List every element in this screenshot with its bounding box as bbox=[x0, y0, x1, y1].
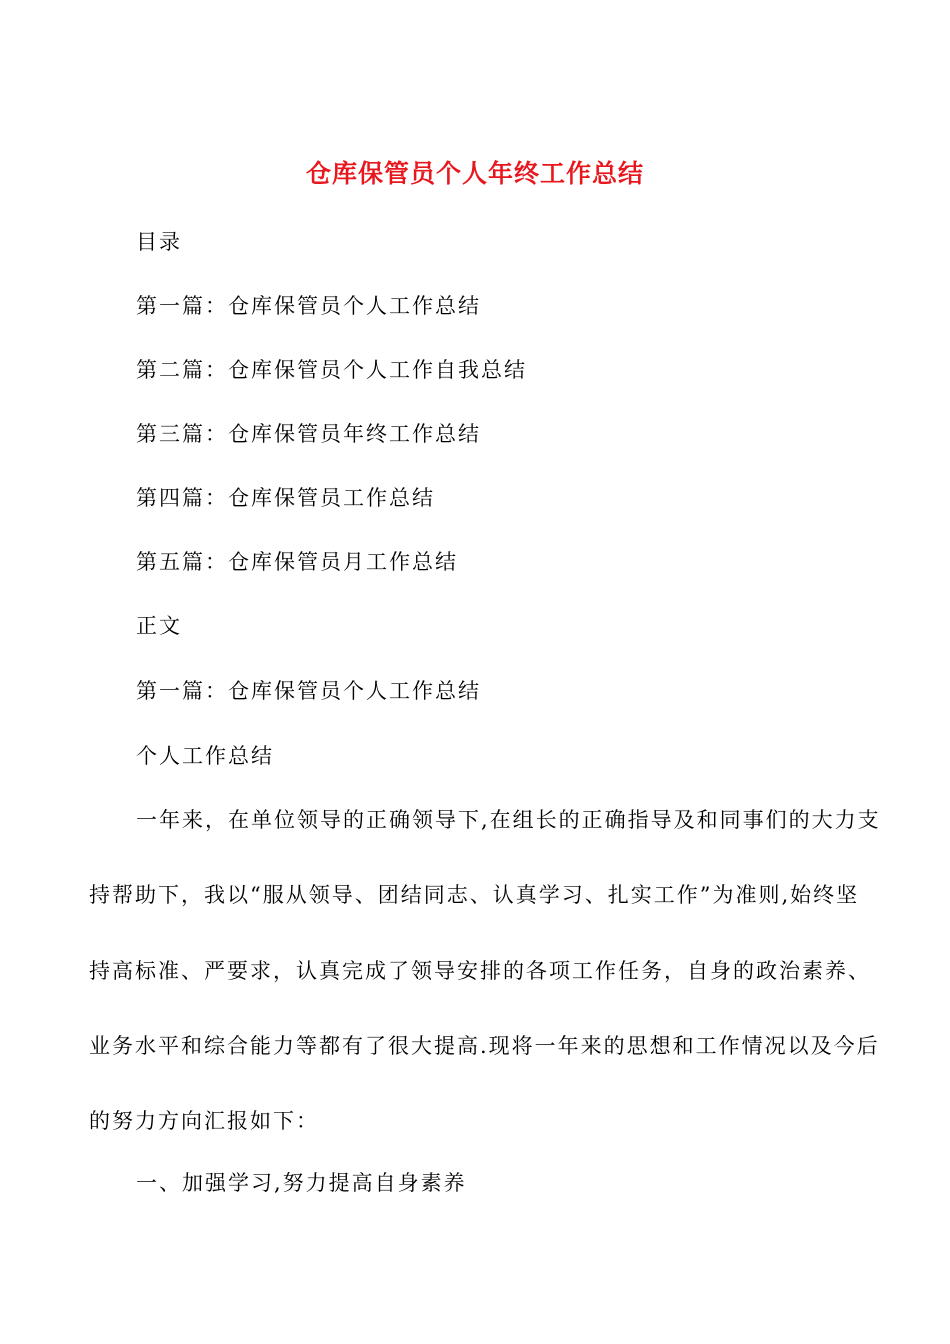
paragraph-line-5: 的努力方向汇报如下： bbox=[89, 1109, 319, 1133]
toc-item-1: 第一篇：仓库保管员个人工作总结 bbox=[136, 294, 481, 318]
toc-item-2: 第二篇：仓库保管员个人工作自我总结 bbox=[136, 358, 527, 382]
paragraph-line-4: 业务水平和综合能力等都有了很大提高.现将一年来的思想和工作情况以及今后 bbox=[89, 1034, 880, 1058]
document-title: 仓库保管员个人年终工作总结 bbox=[305, 159, 644, 188]
toc-item-5: 第五篇：仓库保管员月工作总结 bbox=[136, 550, 458, 574]
toc-item-4: 第四篇：仓库保管员工作总结 bbox=[136, 486, 435, 510]
body-heading: 正文 bbox=[136, 614, 182, 638]
paragraph-line-1: 一年来，在单位领导的正确领导下,在组长的正确指导及和同事们的大力支 bbox=[136, 808, 881, 832]
toc-heading: 目录 bbox=[136, 230, 182, 254]
toc-item-3: 第三篇：仓库保管员年终工作总结 bbox=[136, 422, 481, 446]
subtitle: 个人工作总结 bbox=[136, 744, 274, 768]
chapter-title: 第一篇：仓库保管员个人工作总结 bbox=[136, 679, 481, 703]
paragraph-line-3: 持高标准、严要求，认真完成了领导安排的各项工作任务，自身的政治素养、 bbox=[89, 959, 871, 983]
section-heading: 一、加强学习,努力提高自身素养 bbox=[136, 1171, 467, 1195]
paragraph-line-2: 持帮助下，我以“服从领导、团结同志、认真学习、扎实工作”为准则,始终坚 bbox=[89, 883, 860, 907]
